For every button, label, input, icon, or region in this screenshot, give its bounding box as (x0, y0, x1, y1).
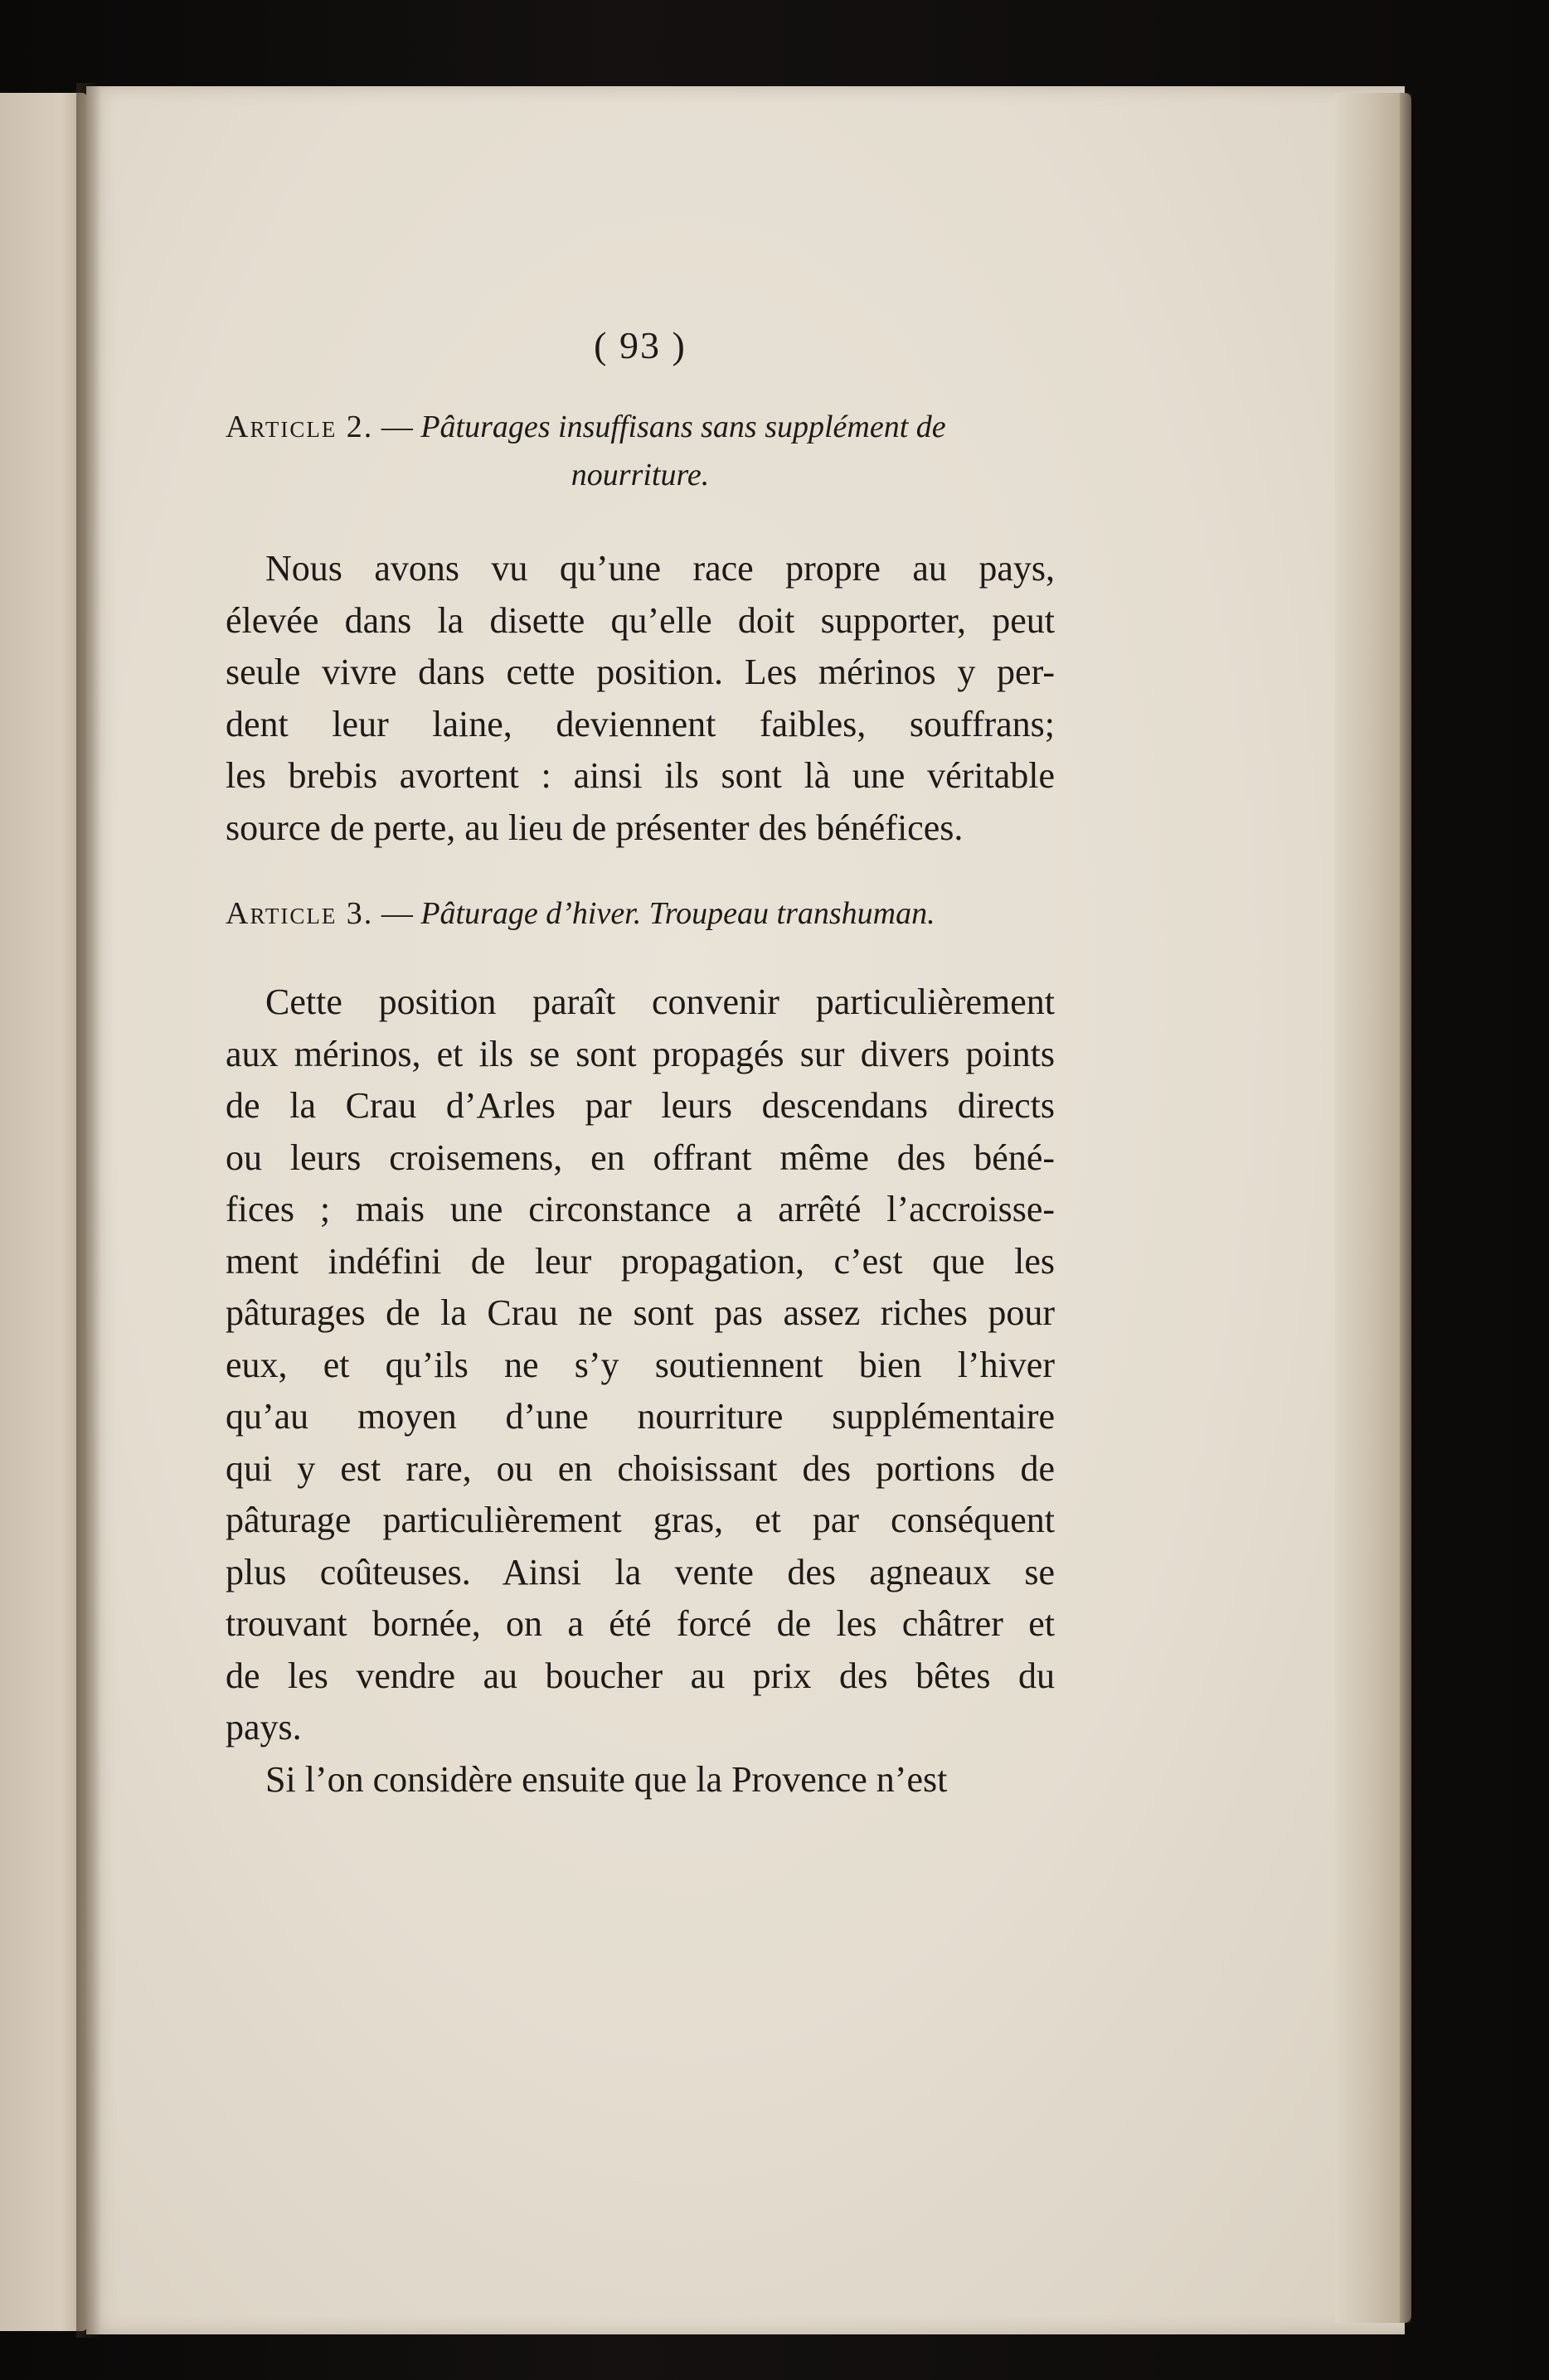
book-gutter (76, 83, 101, 2338)
article-3-label: Article 3. (226, 896, 374, 931)
text-line: fices ; mais une circonstance a arrêté l’accroisse- (226, 1189, 1055, 1229)
text-line: plus coûteuses. Ainsi la vente des agneaux se (226, 1551, 1055, 1592)
text-line: trouvant bornée, on a été forcé de les châtrer et (226, 1603, 1055, 1644)
text-line: eux, et qu’ils ne s’y soutiennent bien l’hiver (226, 1344, 1055, 1385)
page-number: ( 93 ) (594, 324, 687, 366)
article-3-title: Pâturage d’hiver. Troupeau transhuman. (420, 896, 935, 931)
page-fore-edge (1335, 93, 1411, 2323)
text-line: Nous avons vu qu’une race propre au pays, (265, 548, 1055, 589)
article-3-heading (226, 889, 1055, 938)
article-2-label: Article 2. (226, 410, 374, 444)
article-3-dash: — (373, 896, 421, 931)
text-line: aux mérinos, et ils se sont propagés sur divers points (226, 1033, 1055, 1074)
text-line: qu’au moyen d’une nourriture supplémentaire (226, 1396, 1055, 1437)
article-2-heading (226, 402, 1055, 452)
text-line: pâturages de la Crau ne sont pas assez riches pour (226, 1292, 1055, 1333)
page-text (226, 323, 1055, 1806)
text-line: élevée dans la disette qu’elle doit supporter, peut (226, 599, 1055, 641)
spacer (226, 938, 1055, 977)
text-line: pâturage particulièrement gras, et par conséquent (226, 1500, 1055, 1540)
text-line-continuation: Si l’on considère ensuite que la Provence n’est (265, 1758, 948, 1800)
text-line: de les vendre au boucher au prix des bêtes du (226, 1655, 1055, 1696)
text-line: source de perte, au lieu de présenter des bénéfices. (226, 807, 964, 848)
text-line: dent leur laine, deviennent faibles, souffrans; (226, 703, 1055, 744)
article-2-dash: — (373, 410, 421, 444)
article-2-paragraph (226, 543, 1055, 854)
text-line: ou leurs croisemens, en offrant même des béné- (226, 1137, 1055, 1178)
article-2-title: Pâturages insuffisans sans supplément de (420, 410, 946, 444)
text-line: seule vivre dans cette position. Les mérinos y per- (226, 652, 1055, 692)
text-line: pays. (226, 1707, 302, 1747)
spacer (226, 854, 1055, 889)
text-line: de la Crau d’Arles par leurs descendans directs (226, 1085, 1055, 1126)
text-line: qui y est rare, ou en choisissant des portions de (226, 1447, 1055, 1489)
facing-page-edge (0, 93, 87, 2331)
article-3-paragraph (226, 977, 1055, 1806)
text-line: ment indéfini de leur propagation, c’est que les (226, 1240, 1055, 1282)
article-2-title-continued: nourriture. (571, 458, 710, 492)
text-line: les brebis avortent : ainsi ils sont là une véritable (226, 755, 1055, 796)
text-line: Cette position paraît convenir particulièrement (265, 982, 1055, 1022)
